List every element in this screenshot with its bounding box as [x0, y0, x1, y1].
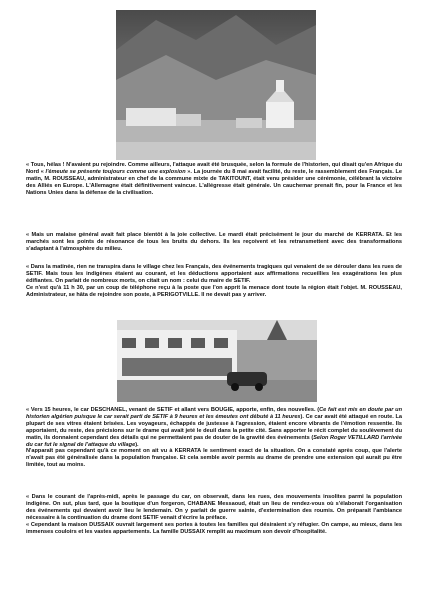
paragraph-4-text — [26, 407, 402, 448]
paragraph-1-text — [26, 162, 402, 197]
paragraph-market-kerrata — [26, 232, 402, 253]
paragraph-5-text-b: « Cependant la maison DUSSAIX ouvrait largement ses portes à toutes les familles qui désiraient s'y réfugier. On campe, au mieux, dans les immenses couloirs et les vastes appartements. La famille DUSSAIX remplit au maximum son devoir d'hospitalité. — [26, 521, 402, 535]
p1-part-b: ». La journée du 8 mai avait facilité, du reste, le rassemblement des Français. Le matin, M. ROUSSEAU, administrateur en chef de la commune mixte de TAKITOUNT, était venu présider une cérémonie, célébrant la victoire des Alliés en Europe. L'Allemagne était définitivement vaincue. L'allégresse était générale. Un cauchemar prenait fin, pour la France et les Nations Unies dans la défense de la civilisation. — [26, 168, 402, 196]
p4-part-c: ). — [135, 441, 139, 448]
village-mountains-image — [116, 10, 316, 160]
p4-part-a: « Vers 15 heures, le car DESCHANEL, venant de SETIF et allant vers BOUGIE, apporte, enfin, des nouvelles. ( — [26, 407, 320, 413]
p4-quote-1: Ce fait est mis en doute par un historien algérien puisque le car serait parti de SETIF à 9 heures et les émeutes ont débuté à 11 heures — [26, 407, 402, 420]
paragraph-attack-intro — [26, 162, 402, 197]
p1-part-a: « Tous, hélas ! N'avaient pu rejoindre. Comme ailleurs, l'attaque avait été brusquée, selon la formule de l'historien, qui disait qu'en Afrique du Nord « — [26, 162, 402, 175]
paragraph-morning-news — [26, 264, 402, 299]
p4-quote-2: Selon Roger VETILLARD l'arrivée du car fut le signal de l'attaque du village — [26, 434, 402, 448]
paragraph-4-text-d: N'apparaît pas cependant qu'à ce moment on ait vu à KERRATA le sentiment exact de la situation. On a constaté après coup, que l'alerte n'avait pas été généralisée dans la population française. Et cela semble avoir permis au drame de prendre une extension qui aurait pu être limitée, tout au moins. — [26, 448, 402, 469]
p4-part-b: ). Ce car avait été attaqué en route. La plupart de ses vitres étaient brisées. Les voyageurs, échappés de justesse à l'agression, étaient encore vibrants de l'émotion ressentie. Ils apportaient, du reste, des précisions sur le drame qui avait jeté le deuil dans la petite cité. Sans apporter le récit complet du soulèvement du matin, ils donnaient cependant des détails qui ne permettaient pas de douter de la gravité des événements ( — [26, 413, 402, 441]
photo-street-car — [117, 320, 317, 402]
paragraph-5-text-a: « Dans le courant de l'après-midi, après le passage du car, on observait, dans les rues, des mouvements insolites parmi la population indigène. On sut, plus tard, que la boutique d'un forgeron, CHABANE Messaoud, était un lieu de rendez-vous où s'élaborait l'organisation des événements qui devaient avoir lieu le lendemain. On y parlait de guerre sainte, d'extermination des roumis. On préparait l'ambiance nécessaire à la continuation du drame dont SETIF venait d'écrire la préface. — [26, 494, 402, 521]
paragraph-bus-deschanel — [26, 407, 402, 469]
paragraph-3-text-b: Ce n'est qu'à 11 h 30, par un coup de téléphone reçu à la poste que l'on apprit la menace dont toute la région était l'objet. M. ROUSSEAU, Administrateur, se hâta de rejoindre son poste, à PERIGOTVILLE. Il ne devait pas y arriver. — [26, 284, 402, 298]
p1-quote: l'émeute se présente toujours comme une explosion — [45, 168, 186, 175]
paragraph-3-text-a: « Dans la matinée, rien ne transpira dans le village chez les Français, des événements tragiques qui venaient de se dérouler dans les rues de SETIF. Mais tous les indigènes étaient au courant, et les déductions apportaient aux affirmations recueillies les exagérations les plus édifiantes. On parlait de nombreux morts, on citait un nom : celui du maire de SETIF. — [26, 264, 402, 284]
street-car-image — [117, 320, 317, 402]
paragraph-2-text: « Mais un malaise général avait fait place bientôt à la joie collective. Le mardi était précisément le jour du marché de KERRATA. Et les marchés sont les points de résonance de tous les bruits du dehors. Ils les reçoivent et les retransmettent avec des transformations s'adaptant à l'atmosphère du milieu. — [26, 232, 402, 252]
photo-village-mountains — [116, 10, 316, 160]
paragraph-afternoon — [26, 494, 402, 535]
